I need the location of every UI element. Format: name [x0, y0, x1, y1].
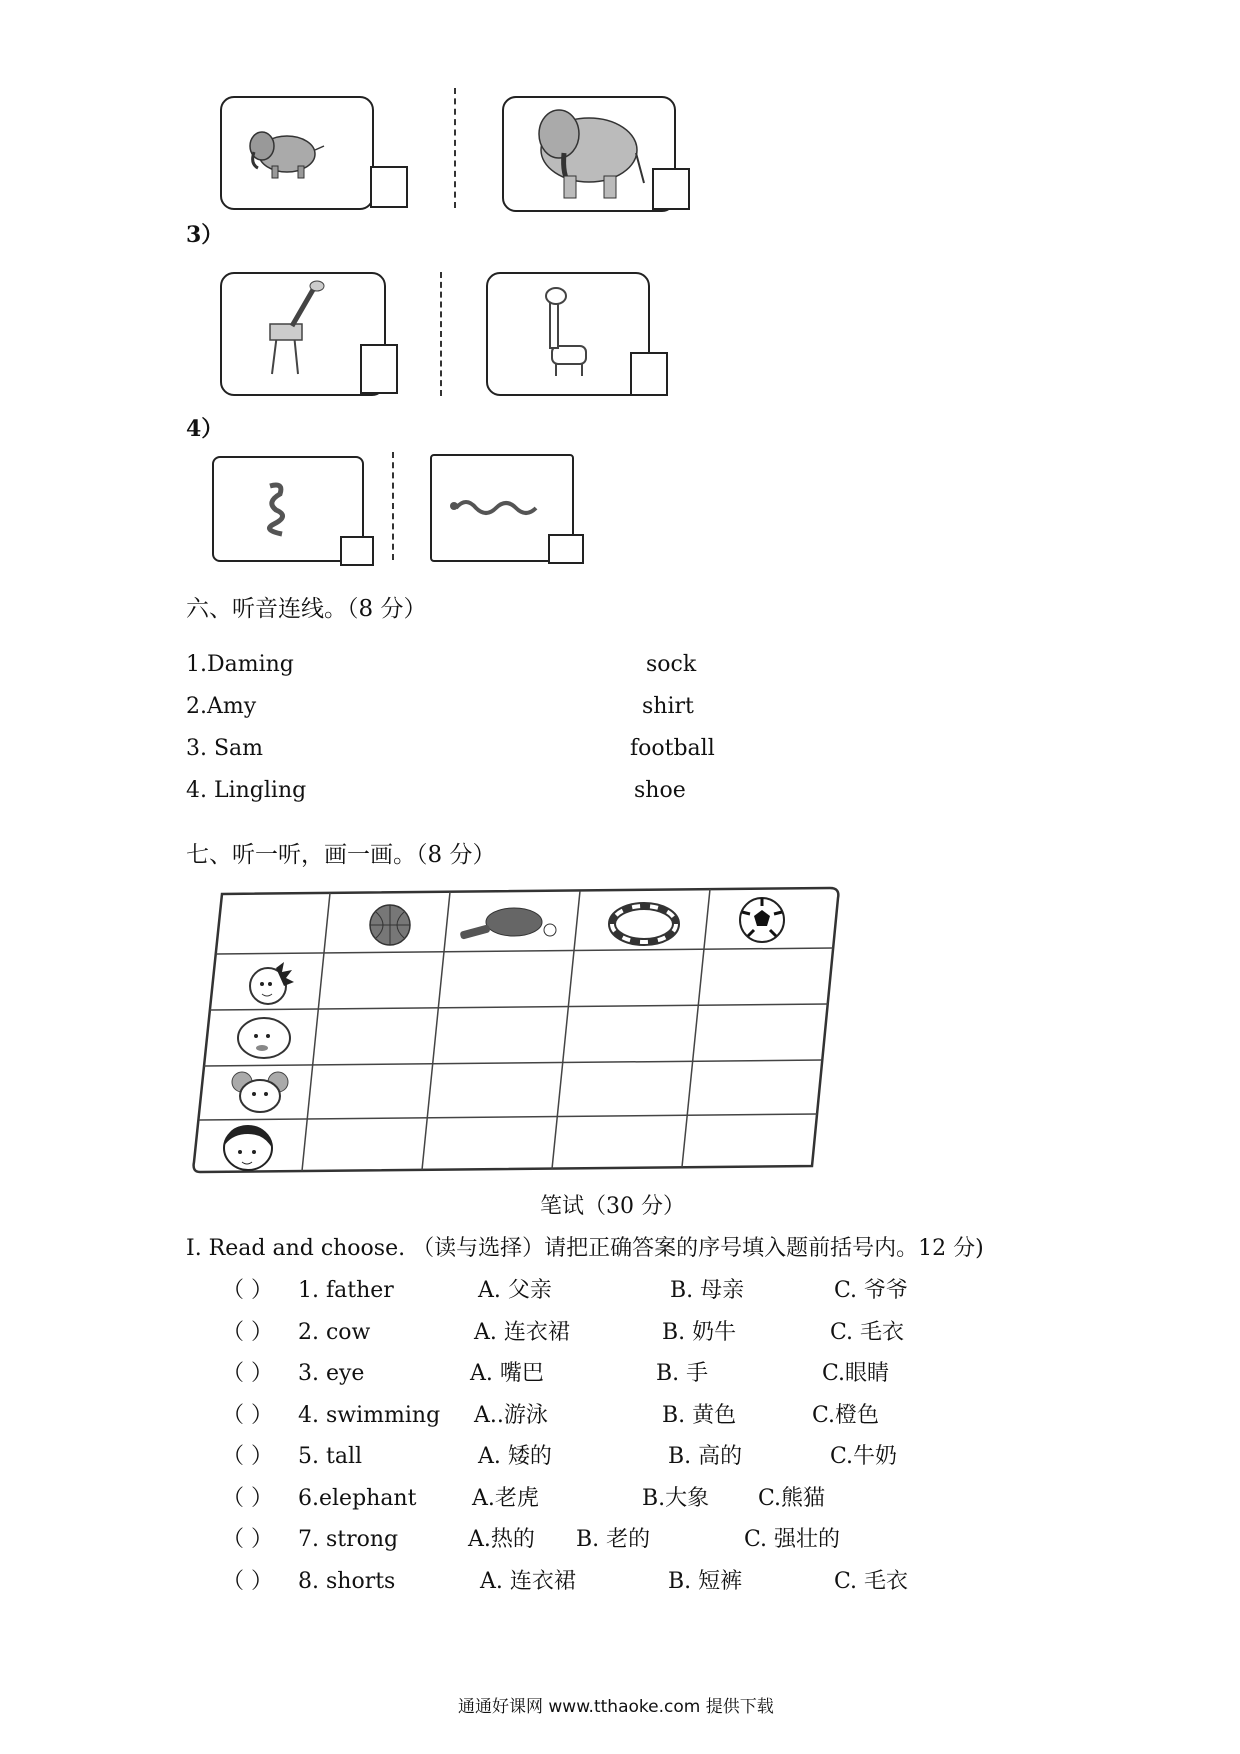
- question-word: 8. shorts: [298, 1569, 396, 1594]
- answer-paren[interactable]: （ ）: [222, 1361, 273, 1386]
- answer-paren[interactable]: （ ）: [222, 1569, 273, 1594]
- option-b: B. 黄色: [662, 1403, 737, 1428]
- answer-box[interactable]: [630, 352, 668, 396]
- option-a: A. 连衣裙: [480, 1569, 576, 1594]
- picture-card-small-elephant: [220, 96, 374, 210]
- question-word: 7. strong: [298, 1527, 399, 1552]
- item-label-3: 3）: [186, 222, 224, 248]
- answer-box[interactable]: [360, 344, 398, 394]
- answer-box[interactable]: [340, 536, 374, 566]
- option-b: B. 奶牛: [662, 1320, 737, 1345]
- option-c: C.橙色: [812, 1403, 880, 1428]
- item-label-4: 4）: [186, 416, 224, 442]
- footer-text: 通通好课网 www.tthaoke.com 提供下载: [458, 1697, 774, 1717]
- match-item[interactable]: football: [630, 736, 715, 761]
- option-c: C. 毛衣: [830, 1320, 905, 1345]
- part6-heading: 六、听音连线。（8 分）: [186, 596, 427, 622]
- ping-pong-icon: [450, 900, 560, 950]
- question-word: 2. cow: [298, 1320, 371, 1345]
- girl-puffs-icon: [226, 1066, 296, 1118]
- picture-card-short-giraffe: [486, 272, 650, 396]
- answer-box[interactable]: [370, 166, 408, 208]
- small-elephant-icon: [222, 98, 372, 208]
- basketball-icon: [360, 900, 420, 950]
- written-heading: 笔试（30 分）: [540, 1194, 685, 1219]
- option-b: B. 手: [656, 1361, 709, 1386]
- answer-box[interactable]: [652, 168, 690, 210]
- option-a: A. 矮的: [478, 1444, 552, 1469]
- option-c: C. 强壮的: [744, 1527, 841, 1552]
- answer-paren[interactable]: （ ）: [222, 1278, 273, 1303]
- question-word: 4. swimming: [298, 1403, 441, 1428]
- question-word: 6.elephant: [298, 1486, 417, 1511]
- option-b: B.大象: [642, 1486, 710, 1511]
- match-name[interactable]: 4. Lingling: [186, 778, 307, 803]
- divider-dashed: [440, 272, 442, 396]
- answer-paren[interactable]: （ ）: [222, 1527, 273, 1552]
- option-b: B. 母亲: [670, 1278, 745, 1303]
- divider-dashed: [454, 88, 456, 208]
- answer-paren[interactable]: （ ）: [222, 1486, 273, 1511]
- baby-face-icon: [228, 1012, 298, 1064]
- question-word: 5. tall: [298, 1444, 363, 1469]
- option-b: B. 高的: [668, 1444, 743, 1469]
- option-b: B. 老的: [576, 1527, 651, 1552]
- option-c: C. 毛衣: [834, 1569, 909, 1594]
- divider-dashed: [392, 452, 394, 560]
- girl-face-icon: [214, 1120, 284, 1176]
- option-a: A. 嘴巴: [470, 1361, 544, 1386]
- option-a: A.老虎: [472, 1486, 539, 1511]
- option-a: A.热的: [468, 1527, 535, 1552]
- option-a: A. 连衣裙: [474, 1320, 570, 1345]
- written-instruction: I. Read and choose. （读与选择）请把正确答案的序号填入题前括号内。12 分): [186, 1236, 984, 1261]
- option-a: A. 父亲: [478, 1278, 552, 1303]
- football-icon: [732, 892, 792, 948]
- match-name[interactable]: 2.Amy: [186, 694, 257, 719]
- question-word: 1. father: [298, 1278, 394, 1303]
- option-c: C.眼睛: [822, 1361, 890, 1386]
- big-elephant-icon: [504, 98, 674, 210]
- option-c: C.牛奶: [830, 1444, 898, 1469]
- answer-paren[interactable]: （ ）: [222, 1320, 273, 1345]
- picture-card-big-elephant: [502, 96, 676, 212]
- match-item[interactable]: shoe: [634, 778, 686, 803]
- option-c: C.熊猫: [758, 1486, 826, 1511]
- short-giraffe-icon: [488, 274, 648, 394]
- match-item[interactable]: sock: [646, 652, 697, 677]
- part7-heading: 七、听一听，画一画。（8 分）: [186, 842, 496, 868]
- boy-spiky-hair-icon: [240, 956, 300, 1010]
- match-name[interactable]: 3. Sam: [186, 736, 264, 761]
- swim-ring-icon: [604, 898, 684, 948]
- answer-paren[interactable]: （ ）: [222, 1403, 273, 1428]
- question-word: 3. eye: [298, 1361, 365, 1386]
- option-b: B. 短裤: [668, 1569, 743, 1594]
- match-item[interactable]: shirt: [642, 694, 694, 719]
- match-name[interactable]: 1.Daming: [186, 652, 294, 677]
- answer-paren[interactable]: （ ）: [222, 1444, 273, 1469]
- answer-box[interactable]: [548, 534, 584, 564]
- option-c: C. 爷爷: [834, 1278, 909, 1303]
- option-a: A..游泳: [474, 1403, 548, 1428]
